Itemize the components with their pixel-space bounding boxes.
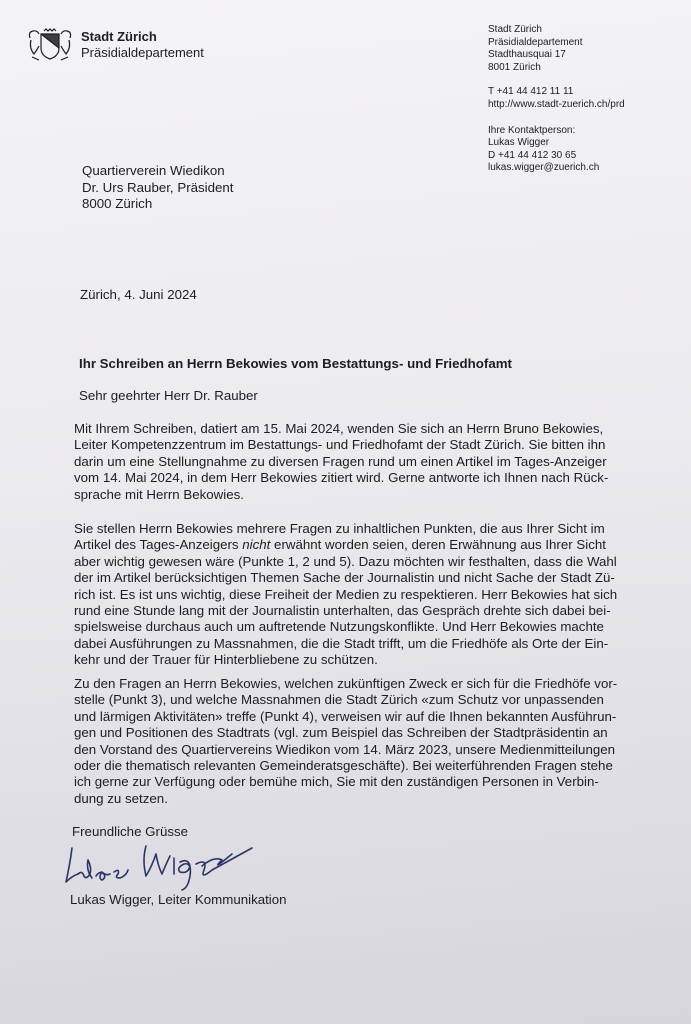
contact-email[interactable]: lukas.wigger@zuerich.ch: [488, 162, 600, 174]
recipient-line: 8000 Zürich: [82, 196, 153, 212]
paragraph-line: Zu den Fragen an Herrn Bekowies, welchen zukünftigen Zweck er sich für die Friedhöfe vor-: [74, 676, 618, 691]
contact-phone: D +41 44 412 30 65: [488, 149, 577, 161]
signer-name-title: Lukas Wigger, Leiter Kommunikation: [70, 892, 287, 907]
contact-name: Lukas Wigger: [488, 137, 550, 149]
paragraph-line: rich ist. Es ist uns wichtig, diese Freiheit der Medien zu respektieren. Herr Bekowies hat sich: [74, 586, 618, 602]
org-department: Präsidialdepartement: [81, 45, 204, 60]
paragraph-line: aber wichtig gewesen wäre (Punkte 1, 2 und 5). Dazu möchten wir festhalten, dass die Wahl: [74, 553, 617, 569]
sender-department: Präsidialdepartement: [488, 36, 583, 48]
paragraph-line: Sie stellen Herrn Bekowies mehrere Fragen zu inhaltlichen Punkten, die aus Ihrer Sicht im: [74, 521, 605, 536]
body-paragraph-1: [74, 421, 644, 503]
emphasis-text: nicht: [242, 537, 271, 553]
text-run: erwähnt worden seien, deren Erwähnung aus Ihrer Sicht: [270, 537, 606, 553]
sender-street: Stadthausquai 17: [488, 49, 566, 61]
sender-postal: 8001 Zürich: [488, 61, 541, 73]
sender-phone: T +41 44 412 11 11: [488, 86, 574, 98]
recipient-address: [82, 163, 234, 213]
paragraph-line: dung zu setzen.: [74, 790, 168, 806]
paragraph-line: vom 14. Mai 2024, in dem Herr Bekowies zitiert wird. Gerne antworte ich Ihnen nach Rück-: [74, 470, 609, 486]
sender-url[interactable]: http://www.stadt-zuerich.ch/prd: [488, 98, 625, 110]
paragraph-line: kehr und der Trauer für Hinterbliebene zu schützen.: [74, 652, 378, 668]
paragraph-line: sprache mit Herrn Bekowies.: [74, 486, 244, 502]
paragraph-line: spielsweise durchaus auch um auftretende Nutzungskonflikte. Und Herr Bekowies machte: [74, 619, 604, 635]
paragraph-line: [74, 537, 644, 553]
zurich-coat-of-arms-logo: [27, 28, 73, 62]
paragraph-line: dabei Ausführungen zu Massnahmen, die die Stadt trifft, um die Friedhöfe als Orte der Ein-: [74, 635, 609, 651]
paragraph-line: gen und Positionen des Stadtrats (vgl. zum Beispiel das Schreiben der Stadtpräsidentin an: [74, 725, 608, 741]
paragraph-line: Leiter Kompetenzzentrum im Bestattungs- und Friedhofamt der Stadt Zürich. Sie bitten ihn: [74, 437, 606, 453]
text-run: Artikel des Tages-Anzeigers: [74, 537, 243, 553]
org-name: Stadt Zürich: [81, 29, 157, 44]
body-paragraph-3: [74, 676, 644, 807]
paragraph-line: darin um eine Stellungnahme zu diversen Fragen rund um einen Artikel im Tages-Anzeiger: [74, 453, 607, 469]
recipient-line: Dr. Urs Rauber, Präsident: [82, 179, 234, 195]
letter-subject: Ihr Schreiben an Herrn Bekowies vom Bestattungs- und Friedhofamt: [79, 356, 512, 371]
paragraph-line: rund eine Stunde lang mit der Journalistin unterhalten, das Gespräch drehte sich dabei bei-: [74, 603, 611, 619]
contact-label: Ihre Kontaktperson:: [488, 124, 576, 136]
paragraph-line: oder die thematisch relevanten Gemeinderatsgeschäfte). Bei weiterführenden Fragen stehe: [74, 758, 613, 774]
paragraph-line: Mit Ihrem Schreiben, datiert am 15. Mai 2024, wenden Sie sich an Herrn Bruno Bekowies,: [74, 421, 604, 436]
body-paragraph-2: [74, 521, 644, 669]
handwritten-signature: [62, 840, 258, 896]
paragraph-line: stelle (Punkt 3), und welche Massnahmen die Stadt Zürich «zum Schutz vor unpassenden: [74, 692, 604, 708]
closing-phrase: Freundliche Grüsse: [72, 824, 189, 839]
paragraph-line: den Vorstand des Quartiervereins Wiedikon vom 14. März 2023, unsere Medienmitteilungen: [74, 741, 616, 757]
paragraph-line: der im Artikel berücksichtigen Themen Sache der Journalistin und nicht Sache der Stadt Zü-: [74, 570, 615, 586]
recipient-line: Quartierverein Wiedikon: [82, 163, 225, 178]
paragraph-line: und lärmigen Aktivitäten» treffe (Punkt 4), verweisen wir auf die Ihnen bekannten Ausführun-: [74, 708, 617, 724]
salutation: Sehr geehrter Herr Dr. Rauber: [79, 388, 258, 403]
paragraph-line: ich gerne zur Verfügung oder bemühe mich, Sie mit den zuständigen Personen in Verbin-: [74, 774, 599, 790]
letter-date: Zürich, 4. Juni 2024: [80, 287, 197, 302]
sender-city: Stadt Zürich: [488, 24, 542, 35]
sender-address-block: [488, 24, 625, 175]
